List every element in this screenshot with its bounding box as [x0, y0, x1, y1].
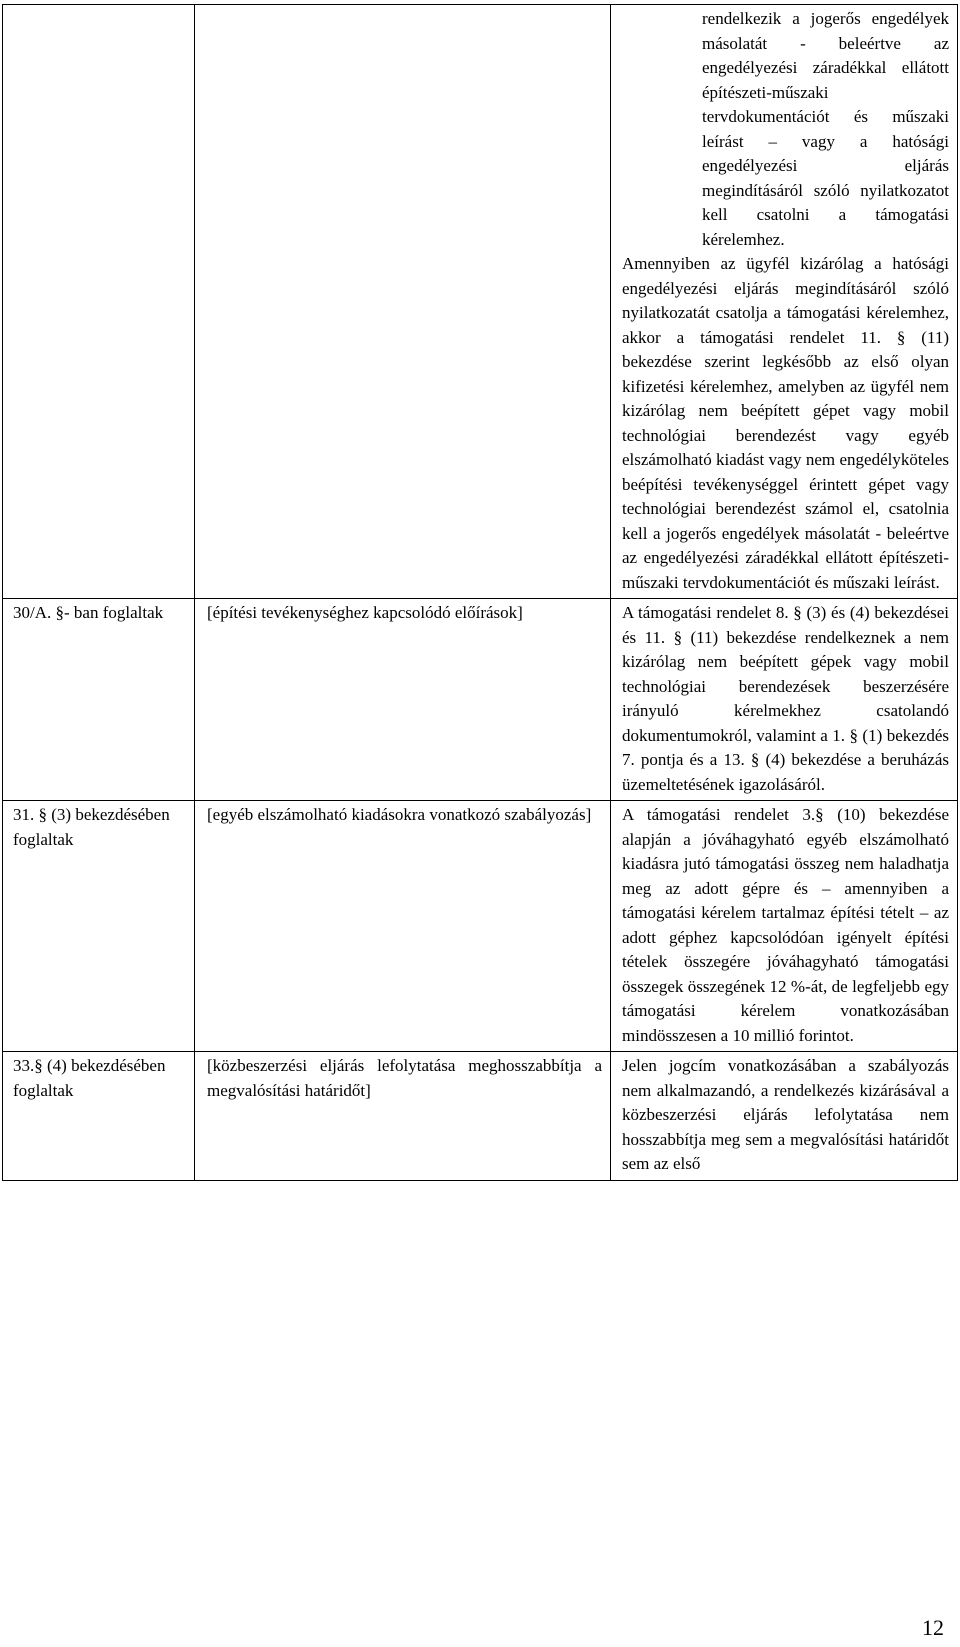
row-0-col1-cell [3, 5, 195, 599]
row-3-paragraph-1: Jelen jogcím vonatkozásában a szabályozás nem alkalmazandó, a rendelkezés kizárásával a közbeszerzési eljárás lefolytatása nem hosszabbítja meg sem a megvalósítási határidőt sem az első [622, 1056, 949, 1173]
row-2-col3-cell [611, 801, 958, 1052]
row-0-paragraph-2: Amennyiben az ügyfél kizárólag a hatósági engedélyezési eljárás megindításáról szóló nyilatkozatát csatolja a támogatási kérelemhez, akkor a támogatási rendelet 11. § (11) bekezdése szerint legkésőbb az első olyan kifizetési kérelemhez, amelyben az ügyfél nem kizárólag nem beépített gépet vagy mobil technológiai berendezést vagy egyéb elszámolható kiadást vagy nem engedélyköteles beépítési tevékenységgel érintett gépet vagy technológiai berendezést számol el, csatolnia kell a jogerős engedélyek másolatát - beleértve az engedélyezési záradékkal ellátott építészeti-műszaki tervdokumentációt és műszaki leírást. [622, 254, 949, 592]
row-1-col3-cell [611, 599, 958, 801]
row-0-paragraph-1: rendelkezik a jogerős engedélyek másolatát - beleértve az engedélyezési záradékkal ellátott építészeti-műszaki tervdokumentációt és műszaki leírást – vagy a hatósági engedélyezési eljárás megindításáról szóló nyilatkozatot kell csatolni a támogatási kérelemhez. [702, 9, 949, 249]
table-row [3, 599, 958, 801]
row-3-col3-cell [611, 1052, 958, 1181]
row-1-paragraph-1: A támogatási rendelet 8. § (3) és (4) bekezdései és 11. § (11) bekezdése rendelkeznek a nem kizárólag nem beépített gépek vagy mobil technológiai berendezések beszerzésére irányuló kérelmekhez csatolandó dokumentumokról, valamint a 1. § (1) bekezdés 7. pontja és a 13. § (4) bekezdése a beruházás üzemeltetésének igazolásáról. [622, 603, 949, 794]
row-1-col1-cell [3, 599, 195, 801]
row-0-col3-cell [611, 5, 958, 599]
row-1-article-ref: 30/A. §- ban foglaltak [13, 603, 164, 622]
row-0-col2-cell [195, 5, 611, 599]
table-row [3, 5, 958, 599]
regulation-table [2, 4, 958, 1181]
row-3-col1-cell [3, 1052, 195, 1181]
row-3-topic: [közbeszerzési eljárás lefolytatása meghosszabbítja a megvalósítási határidőt] [207, 1056, 602, 1100]
row-3-article-ref: 33.§ (4) bekezdésében foglaltak [13, 1056, 166, 1100]
page-number: 12 [922, 1615, 944, 1640]
table-row [3, 801, 958, 1052]
row-0-col1-text [3, 5, 194, 11]
row-2-col2-cell [195, 801, 611, 1052]
row-3-col2-cell [195, 1052, 611, 1181]
row-2-paragraph-1: A támogatási rendelet 3.§ (10) bekezdése alapján a jóváhagyható egyéb elszámolható kiadásra jutó támogatási összeg nem haladhatja meg az adott gépre és – amennyiben a támogatási kérelem tartalmaz építési tételt – az adott géphez kapcsolódóan igényelt építési tételek összegére jóváhagyható támogatási összegek összegének 12 %-át, de legfeljebb egy támogatási kérelem vonatkozásában mindösszesen a 10 millió forintot. [622, 805, 949, 1045]
row-2-article-ref: 31. § (3) bekezdésében foglaltak [13, 805, 170, 849]
row-1-topic: [építési tevékenységhez kapcsolódó előírások] [207, 603, 523, 622]
row-2-col1-cell [3, 801, 195, 1052]
row-0-col2-text [195, 5, 610, 11]
row-2-topic: [egyéb elszámolható kiadásokra vonatkozó szabályozás] [207, 805, 592, 824]
table-row [3, 1052, 958, 1181]
row-1-col2-cell [195, 599, 611, 801]
